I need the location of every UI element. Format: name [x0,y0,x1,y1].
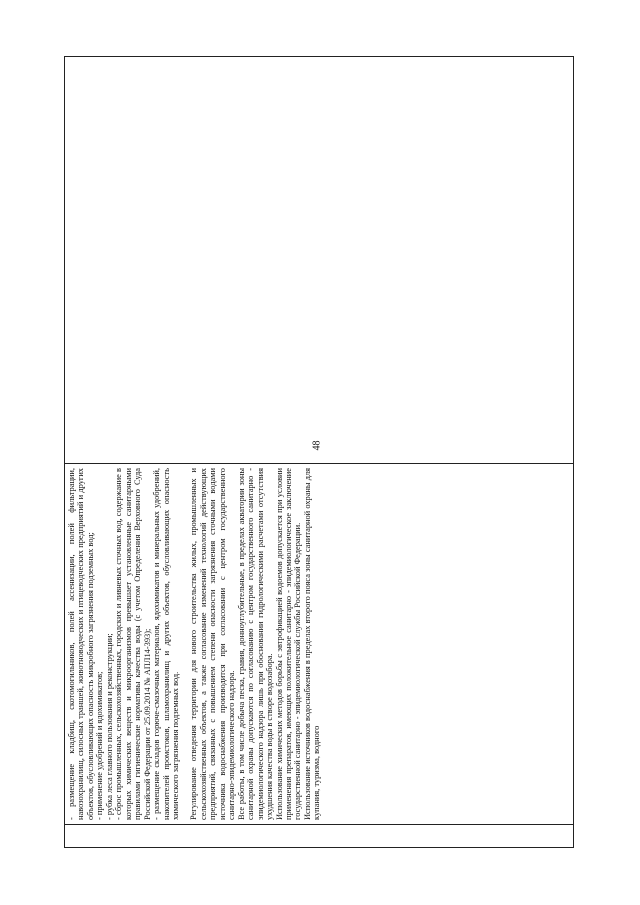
table-cell-text [65,464,574,825]
table-cell-empty-right [65,57,574,464]
paragraph: - рубка леса главного пользования и реконструкции; [104,633,114,820]
document-table-wrapper [64,56,574,848]
paragraph-gap [180,468,189,820]
table-cell-empty-left [65,825,574,848]
paragraph: - применение удобрений и ядохимикатов; [95,671,105,820]
paragraph: Использование химических методов борьбы с эвтрофикацией водоемов допускается при условии применения препаратов, имеющих положительное санитарно - эпидемиологическое заключение государственной санитарно - эпидемиологической службы Российской Федерации. [274,468,303,820]
rotated-table-body [64,56,574,848]
paragraph: Использование источников водоснабжения в пределах второго пояса зоны санитарной охраны для купания, туризма, водного [302,468,322,820]
paragraph: - размещение кладбищ, скотомогильников, полей ассенизации, полей фильтрации, навозохранилищ, силосных траншей, животноводческих и птицеводческих предприятий и других объектов, обусловливающих опасность микробного загрязнения подземных вод; [67,468,95,820]
page-number: 48 [311,440,323,451]
cell-text-body [65,464,322,824]
table-row [65,57,574,848]
paragraph: Регулирование отведения территории для нового строительства жилых, промышленных и сельскохозяйственных объектов, а также согласование изменений технологий действующих предприятий, связанных с повышением степени опасности загрязнения сточными водами источника водоснабжения производится при согласовании с центром государственного санитарно-эпидемиологического надзора. [189,468,237,820]
document-table [64,56,574,848]
paragraph: - сброс промышленных, сельскохозяйственных, городских и ливневых сточных вод, содержание в которых химических веществ и микроорганизмов превышает установленные санитарными правилами гигиенические нормативы качества воды (с учетом Определения Верховного Суда Российской Федерации от 25.09.2014 № АПЛ14-393); [114,468,152,820]
paragraph: - размещение складов горюче-смазочных материалов, ядохимикатов и минеральных удобрений, накопителей промстоков, шламохранилищ и других объектов, обусловливающих опасность химического загрязнения подземных вод. [152,468,180,820]
paragraph: Все работы, в том числе добыча песка, гравия, донноуглубительные, в пределах акватории зоны санитарной охраны допускаются по согласованию с центром государственного санитарно - эпидемиологического надзора лишь при обосновании гидрологическими расчетами отсутствия ухудшения качества воды в створе водозабора. [236,468,275,820]
